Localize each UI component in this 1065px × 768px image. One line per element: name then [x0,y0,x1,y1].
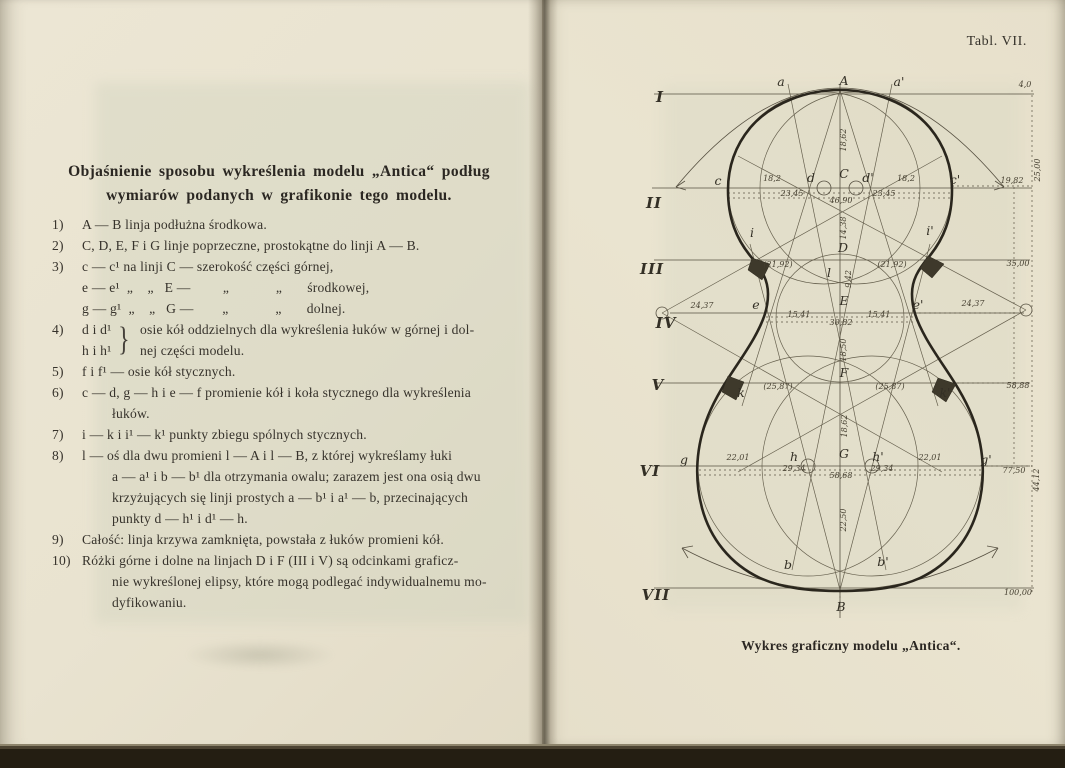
dimension-label: 58,68 [829,471,853,480]
list-line-number: 10) [52,553,71,568]
dimension-dashes [699,186,1032,616]
list-line-number [52,466,82,487]
book-gutter [528,0,558,748]
list-line-number: 2) [52,238,64,253]
list-line-number: 9) [52,532,64,547]
list-line-text: c — c¹ na linji C — szerokość części górnej, [82,259,334,274]
dimension-label: 18,50 [839,338,848,362]
diagram-labels [639,73,1042,614]
list-line-number: 7) [52,427,64,442]
list-line-number: 5) [52,364,64,379]
dimension-label: (21,92) [763,260,793,269]
page-title-line1: Objaśnienie sposobu wykreślenia modelu „Antica“ podług [68,163,490,180]
dimension-label: 29,34 [870,464,894,473]
list-line [52,214,530,235]
list-line [52,235,530,256]
list-line-text: punkty d — h¹ i d¹ — h. [112,511,248,526]
roman-numeral-label: V [651,376,665,394]
point-label: l [827,265,831,280]
point-label: b [783,557,793,572]
dimension-label: 58,88 [1006,381,1030,390]
page-title [40,160,518,208]
list-line-text: dyfikowaniu. [112,595,187,610]
list-line [52,382,530,403]
dimension-label: 14,38 [839,216,848,240]
point-label: k [737,385,745,400]
faint-stamp [185,640,335,670]
list-line [52,298,530,319]
dimension-label: 23,45 [872,189,896,198]
roman-numeral-label: VI [639,462,661,480]
list-line-text: g — g¹ „ „ G — „ „ dolnej. [82,301,346,316]
list-line-text: c — d, g — h i e — f promienie kół i koła stycznego dla wykreślenia [82,385,472,400]
point-label: c [714,173,722,188]
dimension-label: 22,50 [839,508,848,532]
dimension-label: (21,92) [877,260,907,269]
list-line-number [52,403,82,424]
point-label: a' [893,74,905,89]
point-label: h' [872,449,884,464]
roman-numeral-label: II [645,194,663,212]
list-line-number [52,277,82,298]
point-label: k' [939,385,951,400]
list-line-text: a — a¹ i b — b¹ dla otrzymania owalu; zarazem jest ona osią dwu [112,469,481,484]
list-line [52,466,530,487]
list-line-text: f i f¹ — osie kół stycznych. [82,364,236,379]
list-line-number [52,508,82,529]
dimension-label: 24,37 [690,301,714,310]
datum-lines [1014,90,1032,594]
list-line [52,571,530,592]
antica-diagram-svg [632,73,1062,624]
list-line [52,592,530,613]
list-line-number [52,571,82,592]
roman-numeral-label: I [655,88,665,106]
list-line-number [52,592,82,613]
point-label: g [679,452,689,467]
list-line-number [52,298,82,319]
list-line [52,403,530,424]
dimension-label: 4,0 [1018,80,1032,89]
point-label: i' [926,223,934,238]
list-line-text: łuków. [112,406,150,421]
list-line [52,445,530,466]
list-line-text: Całość: linja krzywa zamknięta, powstała z łuków promieni kół. [82,532,444,547]
list-line [52,424,530,445]
point-label: E [839,293,849,308]
dimension-label: 18,2 [763,174,781,183]
dimension-label: 18,62 [839,128,848,152]
dimension-label: 22,01 [918,453,942,462]
list-line-text: l — oś dla dwu promieni l — A i l — B, z której wykreślamy łuki [82,448,453,463]
page-title-line2: wymiarów podanych w grafikonie tego modelu. [106,187,452,204]
list-line-text: e — e¹ „ „ E — „ „ środkowej, [82,280,370,295]
point-label: g' [980,452,992,467]
item4-text [140,319,474,361]
roman-numeral-label: VII [641,586,671,604]
point-label: A [839,73,849,88]
point-label: h [789,449,799,464]
list-line-number: 1) [52,217,64,232]
item4-number: 4) [52,322,64,337]
point-label: e' [912,297,924,312]
dimension-label: 23,45 [780,189,804,198]
right-page [542,0,1065,748]
dimension-label: 25,00 [1033,158,1042,182]
list-line-number: 8) [52,448,64,463]
list-part-b [52,361,530,613]
list-line [52,508,530,529]
dimension-label: 15,41 [787,310,811,319]
brace-glyph: } [118,321,131,358]
dimension-label: 22,01 [726,453,750,462]
point-label: D [837,240,849,255]
dimension-label: 30,82 [829,318,853,327]
dimension-label: 15,41 [867,310,891,319]
point-label: C [839,166,849,181]
list-line [52,277,530,298]
item4-symbols-line2: h i h¹ [82,343,112,358]
item4-text-line2: nej części modelu. [139,343,245,358]
dimension-label: 35,00 [1006,259,1030,268]
point-label: b' [877,554,889,569]
left-page [0,0,542,748]
list-line-text: krzyżujących się linji prostych a — b¹ i a¹ — b, przecinających [112,490,468,505]
page-stack-edge [0,744,1065,768]
list-line-text: C, D, E, F i G linje poprzeczne, prostokątne do linji A — B. [82,238,420,253]
roman-numeral-label: IV [655,314,677,332]
dimension-label: 44,12 [1032,468,1041,492]
list-line-number: 6) [52,385,64,400]
point-label: G [839,446,849,461]
list-line [52,487,530,508]
item4-text-line1: osie kół oddzielnych dla wykreślenia łuków w górnej i dol- [139,322,475,337]
explanation-list [52,214,530,613]
roman-numeral-label: III [639,260,665,278]
dimension-label: (25,87) [875,382,905,391]
dimension-label: 46,90 [829,196,853,205]
figure-caption: Wykres graficzny modelu „Antica“. [741,638,961,653]
dimension-label: 18,2 [897,174,915,183]
item4-symbols-line1: d i d¹ [82,322,112,337]
point-label: e [752,297,760,312]
dimension-label: 29,34 [782,464,806,473]
dimension-label: 18,62 [840,414,849,438]
list-line-text: A — B linja podłużna środkowa. [82,217,267,232]
point-label: F [839,365,849,380]
point-label: a [777,74,785,89]
list-line [52,529,530,550]
dimension-label: (25,87) [763,382,793,391]
antica-diagram [632,73,1062,624]
dimension-label: 19,82 [1000,176,1024,185]
list-line-text: nie wykreślonej elipsy, które mogą podlegać indywidualnemu mo- [112,574,487,589]
dimension-label: 9,42 [844,270,853,288]
list-line [52,550,530,571]
list-line [52,256,530,277]
point-label: c' [949,172,961,187]
dimension-label: 24,37 [961,299,985,308]
list-line [52,361,530,382]
list-line-text: i — k i i¹ — k¹ punkty zbiegu spólnych stycznych. [82,427,367,442]
rozek-upper-right [920,256,944,278]
point-label: d [806,170,816,185]
list-line-number [52,487,82,508]
list-item-4 [52,319,530,361]
point-label: d' [862,170,874,185]
dimension-label: 77,50 [1002,466,1026,475]
point-label: i [750,225,754,240]
list-line-number: 3) [52,259,64,274]
table-number-label: Tabl. VII. [966,34,1027,49]
point-label: B [836,599,846,614]
item4-symbols [82,319,111,361]
list-line-text: Różki górne i dolne na linjach D i F (III i V) są odcinkami graficz- [82,553,459,568]
list-part-a [52,214,530,319]
dimension-label: 100,00 [1004,588,1032,597]
